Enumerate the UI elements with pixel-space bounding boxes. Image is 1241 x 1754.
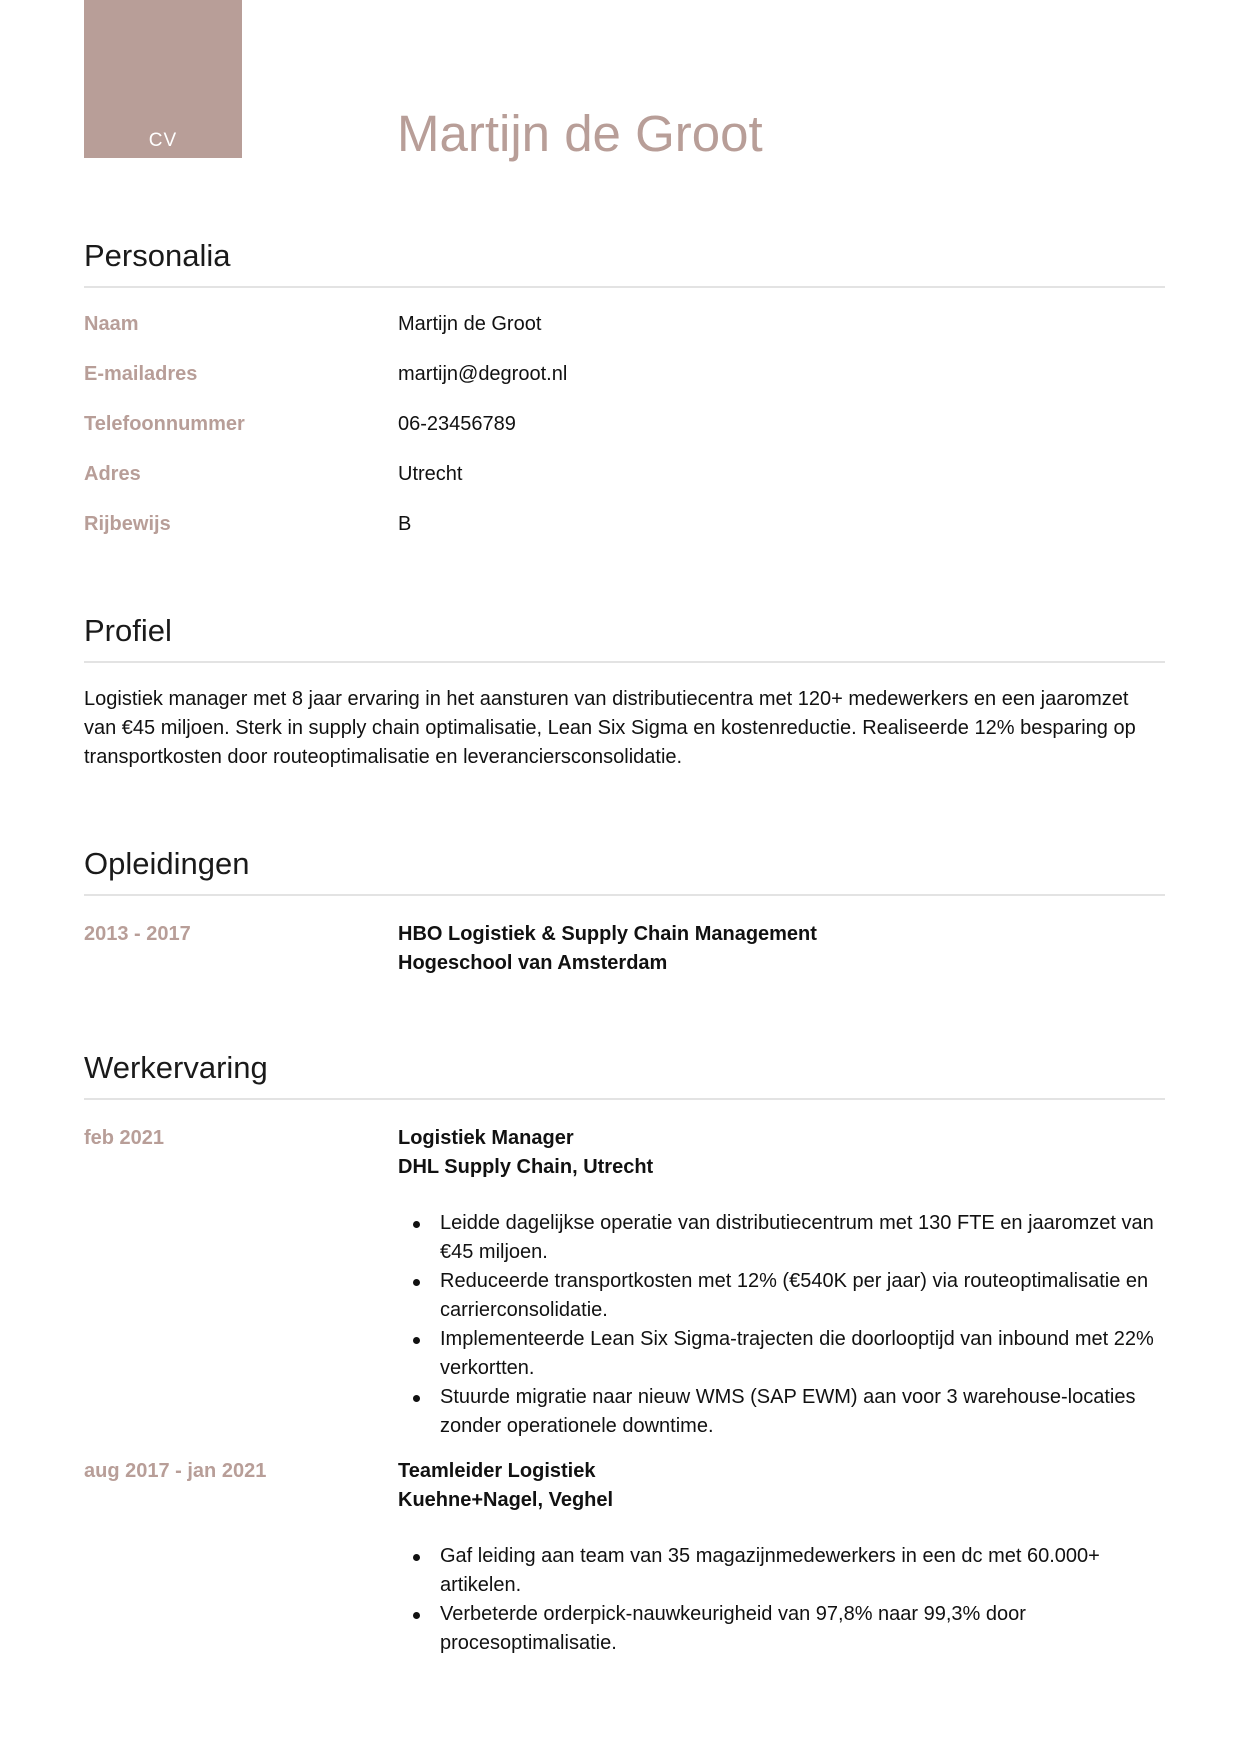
- personalia-label: Telefoonnummer: [84, 412, 245, 435]
- cv-photo-label: CV: [148, 130, 178, 151]
- section-title-profiel: Profiel: [84, 613, 1165, 663]
- section-personalia: [84, 238, 1165, 559]
- section-title-werkervaring: Werkervaring: [84, 1050, 1165, 1100]
- education-school: Hogeschool van Amsterdam: [398, 951, 668, 974]
- work-details: [398, 1124, 1165, 1441]
- work-company: Kuehne+Nagel, Veghel: [398, 1488, 614, 1511]
- list-item: Verbeterde orderpick-nauwkeurigheid van 97,8% naar 99,3% door procesoptimalisatie.: [440, 1600, 1165, 1658]
- personalia-value: B: [398, 512, 412, 535]
- personalia-value: Utrecht: [398, 462, 463, 485]
- section-title-personalia: Personalia: [84, 238, 1165, 288]
- personalia-label: E-mailadres: [84, 362, 198, 385]
- candidate-name-title: Martijn de Groot: [397, 105, 763, 162]
- list-item: Reduceerde transportkosten met 12% (€540K per jaar) via routeoptimalisatie en carrierconsolidatie.: [440, 1267, 1165, 1325]
- list-item: Stuurde migratie naar nieuw WMS (SAP EWM) aan voor 3 warehouse-locaties zonder operationele downtime.: [440, 1383, 1165, 1441]
- education-entry: [84, 920, 1165, 978]
- personalia-label: Rijbewijs: [84, 512, 171, 535]
- list-item: Leidde dagelijkse operatie van distributiecentrum met 130 FTE en jaaromzet van €45 miljoen.: [440, 1209, 1165, 1267]
- section-title-opleidingen: Opleidingen: [84, 846, 1165, 896]
- section-opleidingen: [84, 846, 1165, 978]
- work-period: aug 2017 - jan 2021: [84, 1459, 267, 1482]
- personalia-row-telefoon: [84, 409, 1165, 459]
- personalia-label: Naam: [84, 312, 139, 335]
- work-achievements-list: [398, 1209, 1165, 1441]
- section-profiel: [84, 613, 1165, 772]
- work-company: DHL Supply Chain, Utrecht: [398, 1155, 654, 1178]
- list-item: Implementeerde Lean Six Sigma-trajecten die doorlooptijd van inbound met 22% verkortten.: [440, 1325, 1165, 1383]
- list-item: Gaf leiding aan team van 35 magazijnmedewerkers in een dc met 60.000+ artikelen.: [440, 1542, 1165, 1600]
- personalia-value-phone: 06-23456789: [398, 412, 516, 435]
- work-achievements-list: [398, 1542, 1165, 1658]
- personalia-row-email: [84, 359, 1165, 409]
- personalia-row-naam: [84, 309, 1165, 359]
- work-role: Logistiek Manager: [398, 1126, 574, 1149]
- work-period: feb 2021: [84, 1126, 165, 1149]
- personalia-list: [84, 309, 1165, 559]
- personalia-row-adres: [84, 459, 1165, 509]
- personalia-label: Adres: [84, 462, 141, 485]
- work-role: Teamleider Logistiek: [398, 1459, 596, 1482]
- education-details: [398, 920, 1165, 978]
- education-degree: HBO Logistiek & Supply Chain Management: [398, 922, 817, 945]
- personalia-value: Martijn de Groot: [398, 312, 542, 335]
- section-werkervaring: [84, 1050, 1165, 1658]
- education-period: 2013 - 2017: [84, 922, 191, 945]
- work-details: [398, 1457, 1165, 1658]
- profile-summary: Logistiek manager met 8 jaar ervaring in het aansturen van distributiecentra met 120+ medewerkers en een jaaromzet van €45 miljoen. Sterk in supply chain optimalisatie, Lean Six Sigma en kostenreductie. Realiseerde 12% besparing op transportkosten door routeoptimalisatie en leveranciersconsolidatie.: [84, 687, 1136, 768]
- personalia-value-email: martijn@degroot.nl: [398, 362, 568, 385]
- cv-photo-placeholder: [84, 0, 242, 158]
- personalia-row-rijbewijs: [84, 509, 1165, 559]
- work-entry: [84, 1457, 1165, 1658]
- work-entry: [84, 1124, 1165, 1441]
